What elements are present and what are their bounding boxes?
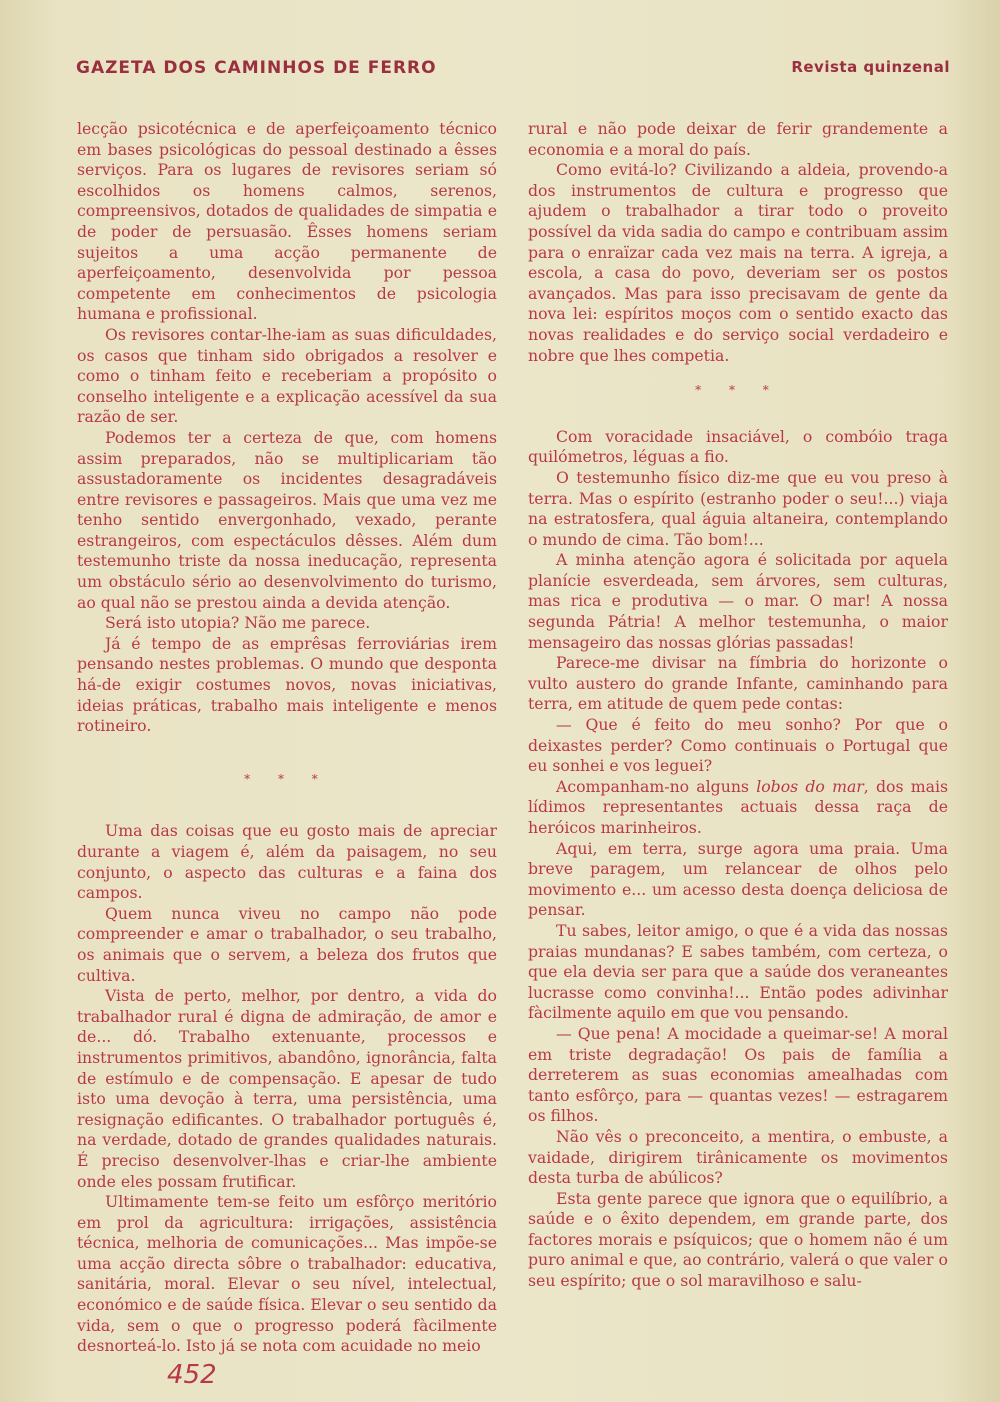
paragraph: Com voracidade insaciável, o combóio traga quilómetros, léguas a fio.: [528, 426, 948, 467]
paragraph: Os revisores contar-lhe-iam as suas dificuldades, os casos que tinham sido obrigados a resolver e como o tinham feito e receberiam a propósito o conselho inteligente e a explicação acessível da sua razão de ser.: [77, 324, 497, 427]
paragraph: Tu sabes, leitor amigo, o que é a vida das nossas praias mundanas? E sabes também, com certeza, o que ela devia ser para que a saúde dos veraneantes lucrasse como convinha!... Então podes adivinhar fàcilmente aquilo em que vou pensando.: [528, 920, 948, 1023]
paragraph: [528, 777, 948, 839]
italic-phrase: lobos do mar: [756, 776, 864, 796]
paragraph: Esta gente parece que ignora que o equilíbrio, a saúde e o êxito dependem, em grande parte, dos factores morais e psíquicos; que o homem não é um puro animal e que, ao contrário, valerá o que valer o seu espírito; que o sol maravilhoso e salu-: [528, 1188, 948, 1291]
paragraph: O testemunho físico diz-me que eu vou preso à terra. Mas o espírito (estranho poder o seu!...) viaja na estratosfera, qual águia altaneira, contemplando o mundo de cima. Tão bom!...: [528, 467, 948, 549]
section-separator: * * *: [695, 383, 781, 398]
right-column: [528, 119, 948, 1292]
journal-subtitle: Revista quinzenal: [791, 58, 950, 76]
text-run: , dos mais lídimos representantes actuais dessa raça de heróicos marinheiros.: [528, 776, 949, 837]
paragraph: Já é tempo de as emprêsas ferroviárias irem pensando nestes problemas. O mundo que desponta há-de exigir costumes novos, novas iniciativas, ideias práticas, trabalho mais inteligente e menos rotineiro.: [77, 633, 497, 736]
journal-title: GAZETA DOS CAMINHOS DE FERRO: [76, 58, 437, 78]
paragraph: lecção psicotécnica e de aperfeiçoamento técnico em bases psicológicas do pessoal destinado a êsses serviços. Para os lugares de revisores seriam só escolhidos os homens calmos, serenos, compreensivos, dotados de qualidades de simpatia e de poder de persuasão. Êsses homens seriam sujeitos a uma acção permanente de aperfeiçoamento, desenvolvida por pessoa competente em conhecimentos de psicologia humana e profissional.: [77, 119, 497, 324]
left-column: [77, 119, 497, 1357]
paragraph: Será isto utopia? Não me parece.: [105, 613, 371, 633]
paragraph: rural e não pode deixar de ferir grandemente a economia e a moral do país.: [528, 119, 948, 159]
paragraph: A minha atenção agora é solicitada por aquela planície esverdeada, sem árvores, sem culturas, mas rica e produtiva — o mar. O mar! A nossa segunda Pátria! A melhor testemunha, o maior mensageiro das nossas glórias passadas!: [528, 550, 948, 652]
page-number: 452: [167, 1360, 217, 1390]
paragraph: — Que é feito do meu sonho? Por que o deixastes perder? Como continuais o Portugal que eu sonhei e vos leguei?: [528, 715, 948, 776]
paragraph: Não vês o preconceito, a mentira, o embuste, a vaidade, dirigirem tirânicamente os movimentos desta turba de abúlicos?: [528, 1126, 948, 1188]
paragraph: — Que pena! A mocidade a queimar-se! A moral em triste degradação! Os pais de família a derreterem as suas economias amealhadas com tanto esfôrço, para — quantas vezes! — estragarem os filhos.: [528, 1023, 948, 1126]
paragraph: Quem nunca viveu no campo não pode compreender e amar o trabalhador, o seu trabalho, os animais que o servem, a beleza dos frutos que cultiva.: [77, 903, 497, 985]
paragraph: Parece-me divisar na fímbria do horizonte o vulto austero do grande Infante, caminhando para terra, em atitude de quem pede contas:: [528, 653, 948, 714]
paragraph: Aqui, em terra, surge agora uma praia. Uma breve paragem, um relancear de olhos pelo movimento e... um acesso desta doença deliciosa de pensar.: [528, 838, 948, 920]
paragraph: Vista de perto, melhor, por dentro, a vida do trabalhador rural é digna de admiração, de amor e de... dó. Trabalho extenuante, processos e instrumentos primitivos, abandôno, ignorância, falta de estímulo e de compensação. E apesar de tudo isto uma devoção à terra, uma persistência, uma resignação edificantes. O trabalhador português é, na verdade, dotado de grandes qualidades naturais. É preciso desenvolver-lhas e criar-lhe ambiente onde eles possam frutificar.: [77, 986, 497, 1191]
section-separator: * * *: [244, 771, 330, 786]
paragraph: Uma das coisas que eu gosto mais de apreciar durante a viagem é, além da paisagem, no seu conjunto, o aspecto das culturas e a faina dos campos.: [77, 821, 497, 903]
paragraph: Como evitá-lo? Civilizando a aldeia, provendo-a dos instrumentos de cultura e progresso que ajudem o trabalhador a tirar todo o proveito possível da vida sadia do campo e contribuam assim para o enraïzar cada vez mais na terra. A igreja, a escola, a casa do povo, deveriam ser os postos avançados. Mas para isso precisavam de gente da nova lei: espíritos moços com o sentido exacto das novas realidades e do serviço social verdadeiro e nobre que lhes competia.: [528, 160, 948, 365]
running-header: [76, 58, 950, 84]
paragraph: Ultimamente tem-se feito um esfôrço meritório em prol da agricultura: irrigações, assistência técnica, melhoria de comunicações... Mas impõe-se uma acção directa sôbre o trabalhador: educativa, sanitária, moral. Elevar o seu nível, intelectual, económico e de saúde física. Elevar o seu sentido da vida, sem o que o progresso poderá fàcilmente desnorteá-lo. Isto já se nota com acuidade no meio: [77, 1192, 497, 1356]
paragraph: Podemos ter a certeza de que, com homens assim preparados, não se multiplicariam tão assustadoramente os incidentes desagradáveis entre revisores e passageiros. Mais que uma vez me tenho sentido envergonhado, vexado, perante estrangeiros, com espectáculos dêsses. Além dum testemunho triste da nossa ineducação, representa um obstáculo sério ao desenvolvimento do turismo, ao qual não se prestou ainda a devida atenção.: [77, 427, 497, 612]
text-run: Acompanham-no alguns: [556, 776, 757, 796]
